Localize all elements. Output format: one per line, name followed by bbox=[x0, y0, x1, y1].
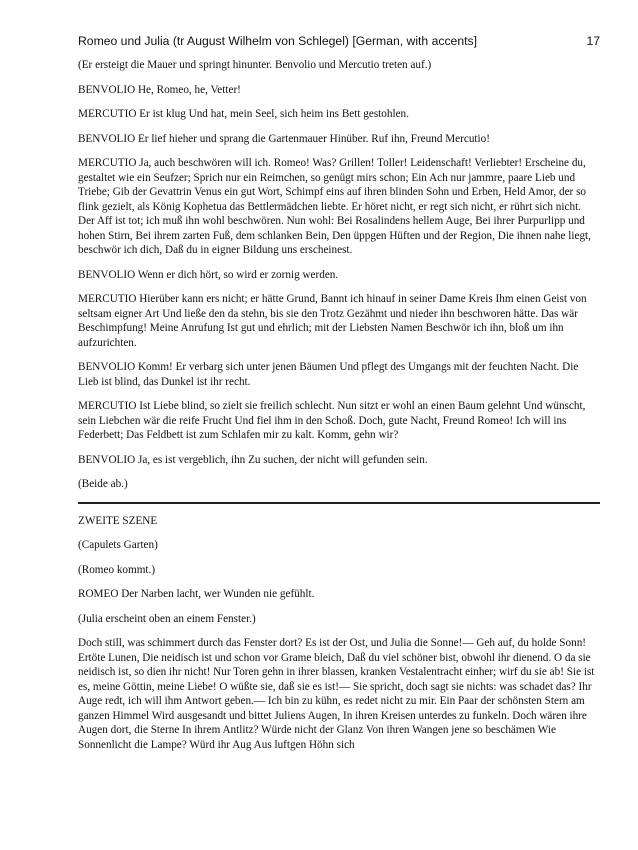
stage-direction: (Capulets Garten) bbox=[78, 539, 158, 551]
dialogue-paragraph: MERCUTIO Ja, auch beschwören will ich. Romeo! Was? Grillen! Toller! Leidenschaft! Verliebter! Erscheine du, gestaltet wie ein Seufzer; Sprich nur ein Reimchen, so genügt mirs schon; Ein Ach nur jammre, paare Lieb und Triebe; Gib der Gevattrin Venus ein gut Wort, Schimpf eins auf ihren blinden Sohn und Erben, Held Amor, der so flink gezielt, als König Kophetua das Bettlermädchen liebte. Er höret nicht, er regt sich nicht, er rührt sich nicht. Der Aff ist tot; ich muß ihn wohl beschwören. Nun wohl: Bei Rosalindens hellem Auge, Bei ihrer Purpurlipp und hohen Stirn, Bei ihrem zarten Fuß, dem schlanken Bein, Den üppgen Hüften und der Region, Die ihnen nahe liegt, beschwör ich dich, Daß du in eigner Bildung uns erscheinest. bbox=[78, 157, 591, 256]
scene-heading: ZWEITE SZENE bbox=[78, 514, 158, 527]
stage-direction: (Er ersteigt die Mauer und springt hinunter. Benvolio und Mercutio treten auf.) bbox=[78, 59, 432, 71]
running-header bbox=[78, 34, 600, 49]
stage-direction: (Romeo kommt.) bbox=[78, 563, 156, 576]
page-number: 17 bbox=[586, 34, 600, 48]
dialogue-paragraph: BENVOLIO He, Romeo, he, Vetter! bbox=[78, 83, 241, 96]
dialogue-paragraph: Doch still, was schimmert durch das Fenster dort? Es ist der Ost, und Julia die Sonne!–– Geh auf, du holde Sonn! Ertöte Lunen, Die neidisch ist und schon vor Grame bleich, Daß du viel schöner bist, obwohl ihr dienend. O da sie neidisch ist, so dien ihr nicht! Nur Toren gehn in ihrer blassen, kranken Vestalentracht einher; wirf du sie ab! Sie ist es, meine Göttin, meine Liebe! O wüßte sie, daß sie es ist!— Sie spricht, doch sagt sie nichts: was schadet das? Ihr Auge redt, ich will ihm Antwort geben.–– Ich bin zu kühn, es redet nicht zu mir. Ein Paar der schönsten Stern am ganzen Himmel Wird ausgesandt und bittet Juliens Augen, In ihren Kreisen unterdes zu funkeln. Doch wären ihre Augen dort, die Sterne In ihrem Antlitz? Würde nicht der Glanz Von ihren Wangen jene so beschämen Wie Sonnenlicht die Lampe? Würd ihr Aug Aus luftgen Höhn sich bbox=[78, 637, 595, 751]
scene-divider bbox=[78, 502, 600, 504]
document-page bbox=[78, 34, 600, 762]
dialogue-paragraph: MERCUTIO Hierüber kann ers nicht; er hätte Grund, Bannt ich hinauf in seiner Dame Kreis Ihm einen Geist von seltsam eigner Art Und ließe den da stehn, bis sie den Trotz Gezähmt und nieder ihn beschworen hätte. Das wär Beschimpfung! Meine Anrufung Ist gut und ehrlich; mit der Liebsten Namen Beschwör ich ihn, bloß um ihn aufzurichten. bbox=[78, 293, 587, 349]
document-title: Romeo und Julia (tr August Wilhelm von Schlegel) [German, with accents] bbox=[78, 34, 477, 48]
document-body bbox=[78, 58, 600, 752]
dialogue-paragraph: MERCUTIO Ist Liebe blind, so zielt sie freilich schlecht. Nun sitzt er wohl an einen Baum gelehnt Und wünscht, sein Liebchen wär die reife Frucht Und fiel ihm in den Schoß. Doch, gute Nacht, Freund Romeo! Ich will ins Federbett; Das Feldbett ist zum Schlafen mir zu kalt. Komm, gehn wir? bbox=[78, 400, 586, 441]
dialogue-paragraph: BENVOLIO Komm! Er verbarg sich unter jenen Bäumen Und pflegt des Umgangs mit der feuchten Nacht. Die Lieb ist blind, das Dunkel ist ihr recht. bbox=[78, 361, 579, 388]
dialogue-paragraph: BENVOLIO Ja, es ist vergeblich, ihn Zu suchen, der nicht will gefunden sein. bbox=[78, 453, 428, 466]
dialogue-paragraph: BENVOLIO Wenn er dich hört, so wird er zornig werden. bbox=[78, 268, 339, 281]
stage-direction: (Beide ab.) bbox=[78, 478, 128, 490]
stage-direction: (Julia erscheint oben an einem Fenster.) bbox=[78, 612, 256, 625]
dialogue-paragraph: MERCUTIO Er ist klug Und hat, mein Seel, sich heim ins Bett gestohlen. bbox=[78, 108, 409, 120]
dialogue-paragraph: ROMEO Der Narben lacht, wer Wunden nie gefühlt. bbox=[78, 588, 315, 600]
dialogue-paragraph: BENVOLIO Er lief hieher und sprang die Gartenmauer Hinüber. Ruf ihn, Freund Mercutio! bbox=[78, 132, 490, 145]
